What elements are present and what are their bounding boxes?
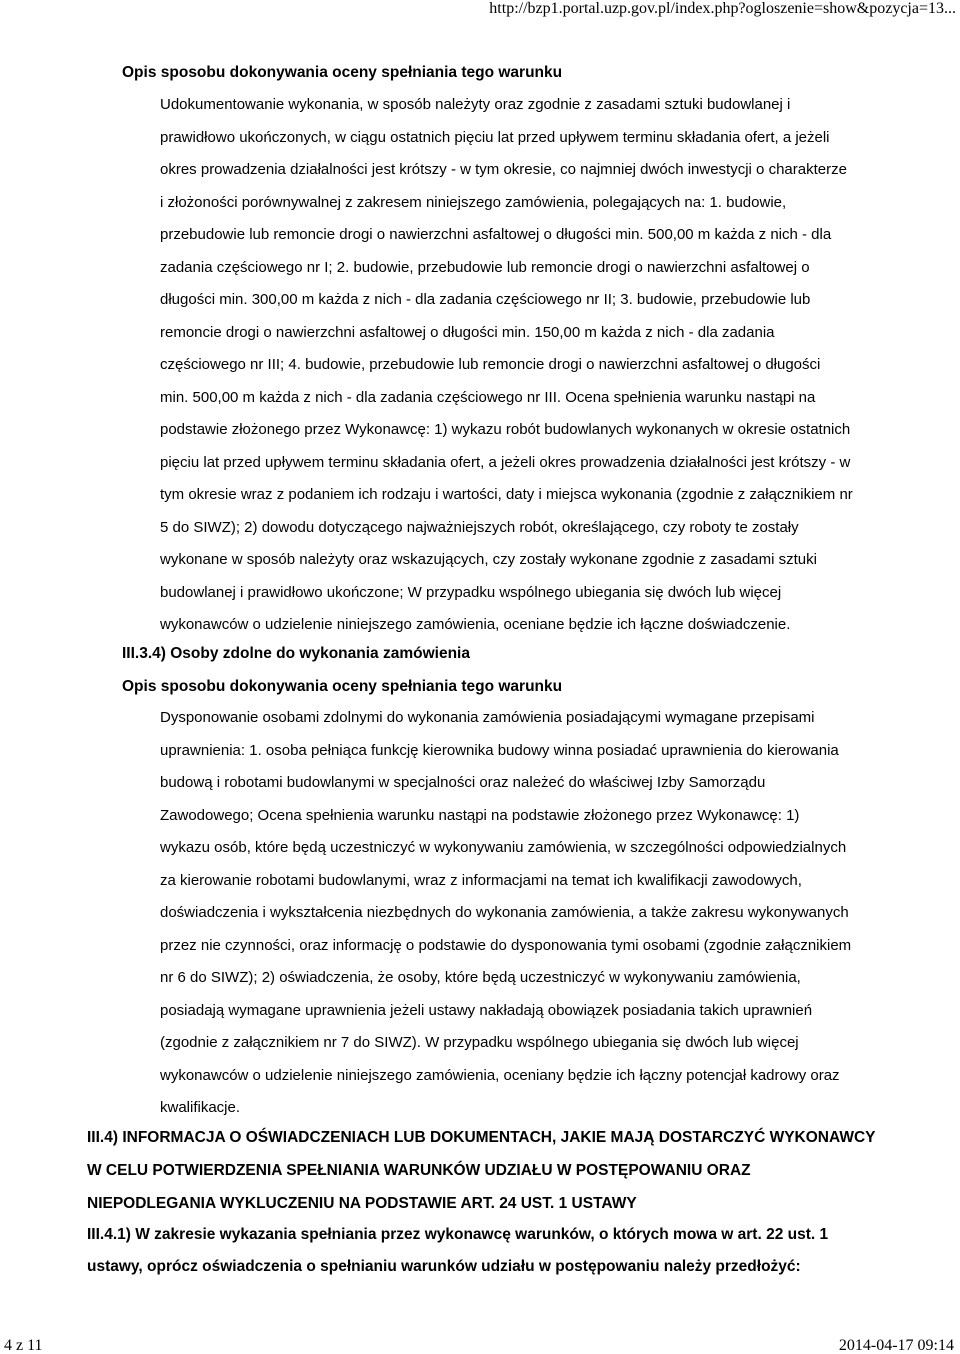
page-url: http://bzp1.portal.uzp.gov.pl/index.php?ogloszenie=show&pozycja=13... — [489, 0, 956, 17]
text-line: prawidłowo ukończonych, w ciągu ostatnich pięciu lat przed upływem terminu składania ofert, a jeżeli — [160, 128, 830, 146]
text-line: wykazu osób, które będą uczestniczyć w wykonywaniu zamówienia, w szczególności odpowiedzialnych — [160, 839, 847, 856]
documents-info-heading — [87, 1121, 876, 1220]
text-line: i złożoności porównywalnej z zakresem niniejszego zamówienia, polegających na: 1. budowie, — [160, 193, 787, 211]
print-timestamp: 2014-04-17 09:14 — [838, 1337, 954, 1354]
text-line: zadania częściowego nr I; 2. budowie, przebudowie lub remoncie drogi o nawierzchni asfaltowej o — [160, 258, 810, 276]
section-heading-evaluation: Opis sposobu dokonywania oceny spełniania tego warunku — [122, 64, 563, 81]
text-line: W CELU POTWIERDZENIA SPEŁNIANIA WARUNKÓW UDZIAŁU W POSTĘPOWANIU ORAZ — [87, 1162, 751, 1179]
text-line: podstawie złożonego przez Wykonawcę: 1) wykazu robót budowlanych wykonanych w okresie ostatnich — [160, 421, 851, 438]
text-line: budowlanej i prawidłowo ukończone; W przypadku wspólnego ubiegania się dwóch lub więcej — [160, 583, 782, 601]
page-number: 4 z 11 — [4, 1337, 43, 1354]
text-line: Dysponowanie osobami zdolnymi do wykonania zamówienia posiadającymi wymagane przepisami — [160, 709, 815, 726]
personnel-condition-paragraph — [160, 702, 851, 1125]
section-heading-evaluation-personnel: Opis sposobu dokonywania oceny spełniania tego warunku — [122, 678, 563, 695]
documents-subsection-heading — [87, 1219, 828, 1283]
text-line: tym okresie wraz z podaniem ich rodzaju i wartości, daty i miejsca wykonania (zgodnie z załącznikiem nr — [160, 486, 853, 503]
text-line: okres prowadzenia działalności jest krótszy - w tym okresie, co najmniej dwóch inwestycji o charakterze — [160, 161, 847, 178]
text-line: kwalifikacje. — [160, 1099, 241, 1116]
text-line: wykonane w sposób należyty oraz wskazujących, czy zostały wykonane zgodnie z zasadami sztuki — [160, 551, 817, 568]
text-line: min. 500,00 m każda z nich - dla zadania częściowego nr III. Ocena spełnienia warunku nastąpi na — [160, 388, 816, 406]
text-line: budową i robotami budowlanymi w specjalności oraz należeć do właściwej Izby Samorządu — [160, 774, 766, 791]
text-line: długości min. 300,00 m każda z nich - dla zadania częściowego nr II; 3. budowie, przebudowie lub — [160, 291, 811, 308]
text-line: 5 do SIWZ); 2) dowodu dotyczącego najważniejszych robót, określającego, czy roboty te zostały — [160, 518, 799, 536]
text-line: wykonawców o udzielenie niniejszego zamówienia, oceniane będzie ich łączne doświadczenie. — [160, 616, 791, 633]
text-line: częściowego nr III; 4. budowie, przebudowie lub remoncie drogi o nawierzchni asfaltowej o długości — [160, 356, 821, 373]
experience-condition-paragraph — [160, 89, 853, 642]
text-line: nr 6 do SIWZ); 2) oświadczenia, że osoby, które będą uczestniczyć w wykonywaniu zamówienia, — [160, 969, 801, 986]
text-line: III.4) INFORMACJA O OŚWIADCZENIACH LUB DOKUMENTACH, JAKIE MAJĄ DOSTARCZYĆ WYKONAWCY — [87, 1129, 876, 1146]
text-line: doświadczenia i wykształcenia niezbędnych do wykonania zamówienia, a także zakresu wykonywanych — [160, 904, 849, 921]
text-line: przez nie czynności, oraz informację o podstawie do dysponowania tymi osobami (zgodnie załącznikiem — [160, 936, 852, 954]
text-line: NIEPODLEGANIA WYKLUCZENIU NA PODSTAWIE ART. 24 UST. 1 USTAWY — [87, 1195, 637, 1212]
text-line: Udokumentowanie wykonania, w sposób należyty oraz zgodnie z zasadami sztuki budowlanej i — [160, 96, 791, 113]
text-line: posiadają wymagane uprawnienia jeżeli ustawy nakładają obowiązek posiadania takich uprawnień — [160, 1001, 813, 1019]
text-line: ustawy, oprócz oświadczenia o spełnianiu warunków udziału w postępowaniu należy przedłożyć: — [87, 1258, 801, 1275]
section-title-personnel: III.3.4) Osoby zdolne do wykonania zamówienia — [122, 645, 470, 662]
text-line: uprawnienia: 1. osoba pełniąca funkcję kierownika budowy winna posiadać uprawnienia do kierowania — [160, 741, 839, 759]
text-line: (zgodnie z załącznikiem nr 7 do SIWZ). W przypadku wspólnego ubiegania się dwóch lub więcej — [160, 1034, 799, 1051]
text-line: III.4.1) W zakresie wykazania spełniania przez wykonawcę warunków, o których mowa w art. 22 ust. 1 — [87, 1226, 829, 1243]
text-line: Zawodowego; Ocena spełnienia warunku nastąpi na podstawie złożonego przez Wykonawcę: 1) — [160, 806, 800, 824]
text-line: za kierowanie robotami budowlanymi, wraz z informacjami na temat ich kwalifikacji zawodowych, — [160, 871, 802, 889]
text-line: wykonawców o udzielenie niniejszego zamówienia, oceniany będzie ich łączny potencjał kadrowy oraz — [160, 1066, 840, 1084]
text-line: pięciu lat przed upływem terminu składania ofert, a jeżeli okres prowadzenia działalności jest krótszy - w — [160, 453, 851, 471]
text-line: przebudowie lub remoncie drogi o nawierzchni asfaltowej o długości min. 500,00 m każda z nich - dla — [160, 226, 832, 243]
text-line: remoncie drogi o nawierzchni asfaltowej o długości min. 150,00 m każda z nich - dla zadania — [160, 323, 775, 341]
